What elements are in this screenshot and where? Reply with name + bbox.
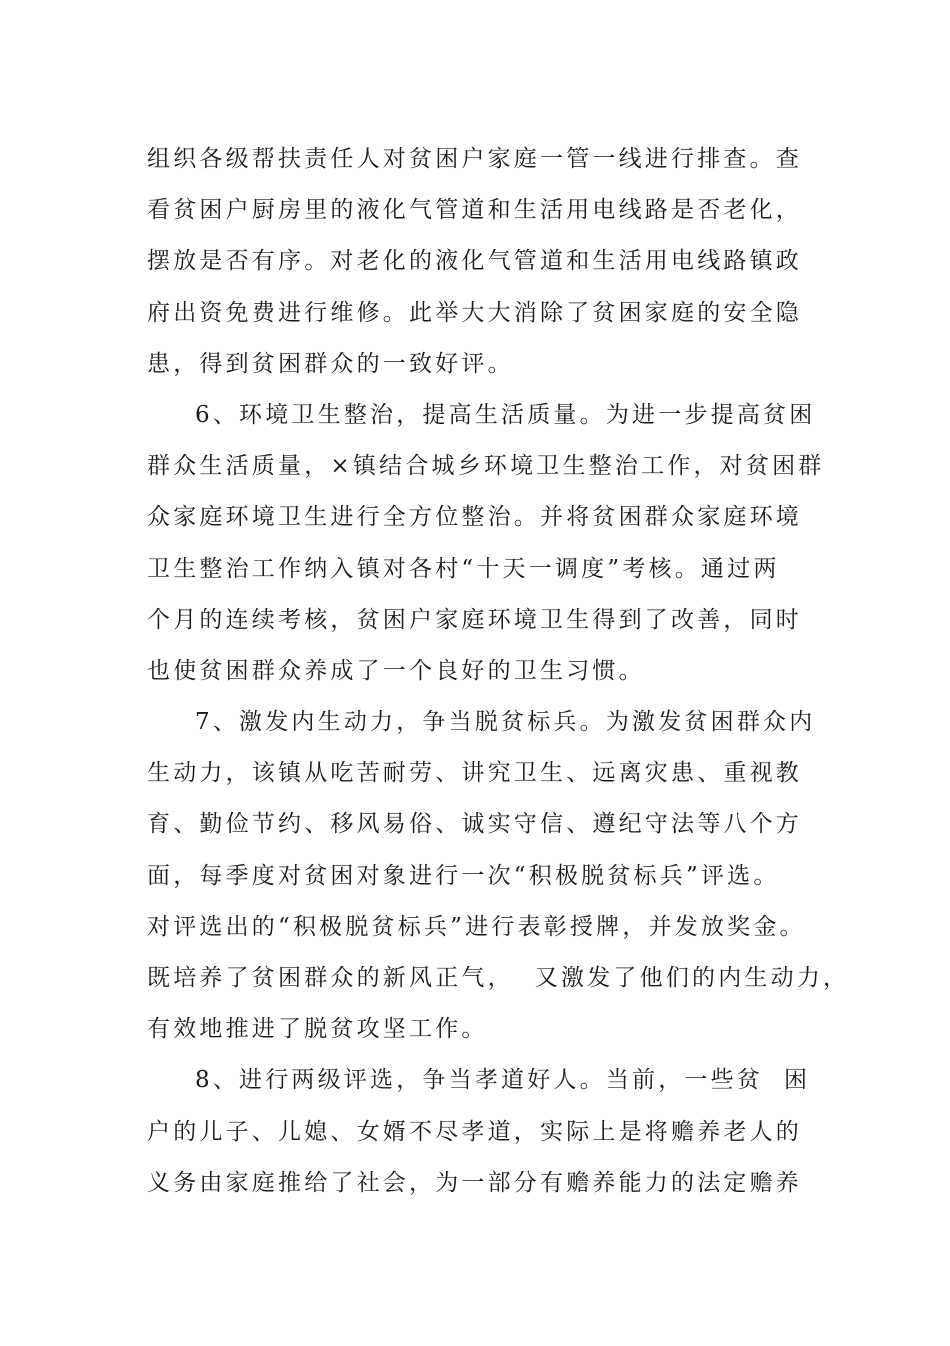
paragraph-7-heading-line: 7、激发内生动力，争当脱贫标兵。为激发贫困群众内 [195, 709, 816, 736]
text-line: 对评选出的“积极脱贫标兵”进行表彰授牌，并发放奖金。 [147, 913, 806, 940]
text-line: 组织各级帮扶责任人对贫困户家庭一管一线进行排查。查 [147, 146, 802, 172]
text-line: 也使贫困群众养成了一个良好的卫生习惯。 [147, 657, 645, 684]
text-line: 群众生活质量，×镇结合城乡环境卫生整治工作，对贫困群 [147, 453, 825, 480]
text-line: 既培养了贫困群众的新风正气， 又激发了他们的内生动力， [147, 965, 850, 991]
text-line: 生动力，该镇从吃苦耐劳、讲究卫生、远离灾患、重视教 [147, 760, 802, 787]
body-text [147, 134, 850, 1209]
text-line: 义务由家庭推给了社会，为一部分有赡养能力的法定赡养 [147, 1169, 802, 1196]
text-line: 摆放是否有序。对老化的液化气管道和生活用电线路镇政 [147, 248, 802, 275]
text-line: 户的儿子、儿媳、女婿不尽孝道，实际上是将赡养老人的 [147, 1118, 802, 1145]
text-line: 患，得到贫困群众的一致好评。 [147, 350, 514, 377]
text-line: 卫生整治工作纳入镇对各村“十天一调度”考核。通过两 [147, 555, 780, 582]
text-line: 有效地推进了脱贫攻坚工作。 [147, 1016, 488, 1043]
paragraph-8-heading-line: 8、进行两级评选，争当孝道好人。当前，一些贫 困 [195, 1067, 811, 1094]
text-line: 府出资免费进行维修。此举大大消除了贫困家庭的安全隐 [147, 299, 802, 326]
text-line: 看贫困户厨房里的液化气管道和生活用电线路是否老化， [147, 197, 802, 224]
text-line: 个月的连续考核，贫困户家庭环境卫生得到了改善，同时 [147, 606, 802, 633]
text-line: 育、勤俭节约、移风易俗、诚实守信、遵纪守法等八个方 [147, 811, 802, 838]
text-line: 众家庭环境卫生进行全方位整治。并将贫困群众家庭环境 [147, 504, 802, 531]
paragraph-6-heading-line: 6、环境卫生整治，提高生活质量。为进一步提高贫困 [195, 401, 816, 428]
text-line: 面，每季度对贫困对象进行一次“积极脱贫标兵”评选。 [147, 862, 780, 889]
